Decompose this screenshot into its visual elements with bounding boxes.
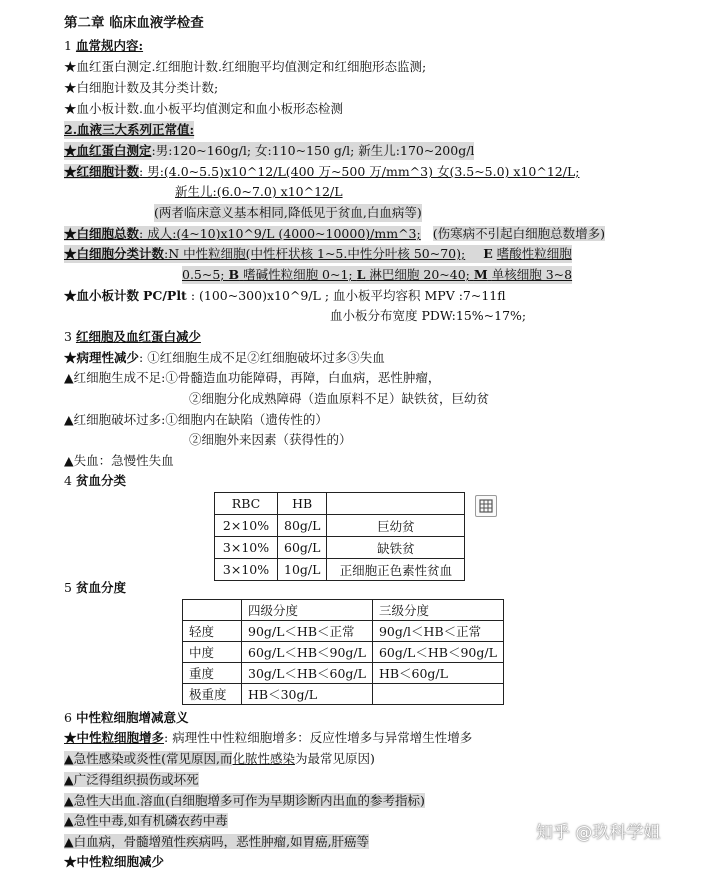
s6-item: ▲急性大出血.溶血(白细胞增多可作为早期诊断内出血的参考指标)	[64, 793, 425, 808]
table-header-cell: 三级分度	[372, 600, 503, 621]
section-2-title: 2.血液三大系列正常值:	[64, 122, 195, 137]
destruction-line-2: ②细胞外来因素（获得性的）	[189, 432, 352, 447]
table-cell: 重度	[183, 663, 242, 684]
neutrophil-decrease-line: ★中性粒细胞减少	[64, 854, 165, 869]
table-row	[183, 621, 504, 642]
chapter-heading: 第二章 临床血液学检查	[64, 15, 204, 31]
wbc-line: ★白细胞总数: 成人:(4~10)x10^9/L (4000~10000)/mm^3; (伤寒病不引起白细胞总数增多)	[64, 226, 605, 241]
anemia-grade-table	[182, 599, 504, 705]
hemoglobin-line: ★血红蛋白测定:男:120~160g/l; 女:110~150 g/l; 新生儿:170~200g/l	[64, 143, 475, 158]
table-row	[215, 537, 465, 559]
table-row	[183, 684, 504, 705]
table-row	[183, 642, 504, 663]
table-header-cell: RBC	[215, 493, 278, 515]
table-cell: 60g/L＜HB＜90g/L	[372, 642, 503, 663]
zhihu-watermark: 知乎 @玖科学姐	[536, 823, 661, 843]
table-cell: 巨幼贫	[327, 515, 465, 537]
s6-item: ▲急性中毒,如有机磷农药中毒	[64, 813, 228, 828]
table-header-cell: HB	[278, 493, 327, 515]
table-cell: 中度	[183, 642, 242, 663]
table-header-cell	[327, 493, 465, 515]
table-cell: 60g/L	[278, 537, 327, 559]
table-cell: 10g/L	[278, 559, 327, 581]
anemia-classification-table	[214, 492, 465, 581]
table-cell: HB＜60g/L	[372, 663, 503, 684]
table-cell: 80g/L	[278, 515, 327, 537]
table-cell: 缺铁贫	[327, 537, 465, 559]
table-cell: 轻度	[183, 621, 242, 642]
pdw-line: 血小板分布宽度 PDW:15%~17%;	[330, 308, 527, 323]
platelet-line: ★血小板计数 PC/Plt : (100~300)x10^9/L ; 血小板平均容积 MPV :7~11fl	[64, 288, 506, 303]
s1-item: ★白细胞计数及其分类计数;	[64, 80, 219, 95]
neutrophil-increase-line: ★中性粒细胞增多: 病理性中性粒细胞增多：反应性增多与异常增生性增多	[64, 730, 473, 745]
rbc-newborn-line: 新生儿:(6.0~7.0) x10^12/L	[175, 184, 343, 199]
rbc-note-line: (两者临床意义基本相同,降低见于贫血,白血病等)	[154, 205, 422, 220]
table-cell: 2×10%	[215, 515, 278, 537]
wbc-diff-line-2: 0.5~5; B 嗜碱性粒细胞 0~1; L 淋巴细胞 20~40; M 单核细胞 3~8	[182, 267, 573, 282]
table-cell: 3×10%	[215, 537, 278, 559]
table-row	[183, 663, 504, 684]
blood-loss-line: ▲失血：急慢性失血	[64, 453, 174, 468]
table-cell	[372, 684, 503, 705]
table-header-cell: 四级分度	[242, 600, 373, 621]
s1-item: ★血红蛋白测定.红细胞计数.红细胞平均值测定和红细胞形态监测;	[64, 59, 427, 74]
table-cell: 正细胞正色素性贫血	[327, 559, 465, 581]
destruction-line-1: ▲红细胞破坏过多:①细胞内在缺陷（遗传性的）	[64, 412, 328, 427]
table-cell: 90g/L＜HB＜正常	[242, 621, 373, 642]
pathological-line: ★病理性减少: ①红细胞生成不足②红细胞破坏过多③失血	[64, 350, 385, 365]
s6-item: ▲急性感染或炎性(常见原因,而化脓性感染为最常见原因)	[64, 751, 375, 766]
wbc-diff-line-1: ★白细胞分类计数:N 中性粒细胞(中性杆状核 1~5.中性分叶核 50~70); E 嗜酸性粒细胞	[64, 246, 572, 261]
s1-item: ★血小板计数.血小板平均值测定和血小板形态检测	[64, 101, 343, 116]
table-cell: 极重度	[183, 684, 242, 705]
table-cell: 30g/L＜HB＜60g/L	[242, 663, 373, 684]
table-header-cell	[183, 600, 242, 621]
production-line-2: ②细胞分化成熟障碍（造血原料不足）缺铁贫，巨幼贫	[189, 391, 490, 406]
image-tool-glyph	[479, 499, 493, 513]
section-1-title: 1 血常规内容:	[64, 38, 144, 53]
table-cell: 90g/l＜HB＜正常	[372, 621, 503, 642]
image-tool-icon[interactable]	[475, 495, 497, 517]
section-6-title: 6 中性粒细胞增减意义	[64, 710, 189, 725]
table-cell: 3×10%	[215, 559, 278, 581]
production-line-1: ▲红细胞生成不足:①骨髓造血功能障碍，再障，白血病，恶性肿瘤，	[64, 370, 441, 385]
table-header-row	[215, 493, 465, 515]
rbc-line: ★红细胞计数: 男:(4.0~5.5)x10^12/L(400 万~500 万/mm^3) 女(3.5~5.0) x10^12/L;	[64, 164, 580, 179]
section-4-title: 4 贫血分类	[64, 473, 126, 488]
table-row	[215, 559, 465, 581]
table-cell: 60g/L＜HB＜90g/L	[242, 642, 373, 663]
table-cell: HB＜30g/L	[242, 684, 373, 705]
table-header-row	[183, 600, 504, 621]
section-3-title: 3 红细胞及血红蛋白减少	[64, 329, 201, 344]
s6-item: ▲广泛得组织损伤或坏死	[64, 772, 199, 787]
s6-item: ▲白血病，骨髓增殖性疾病吗，恶性肿瘤,如胃癌,肝癌等	[64, 834, 370, 849]
table-row	[215, 515, 465, 537]
section-5-title: 5 贫血分度	[64, 580, 126, 595]
